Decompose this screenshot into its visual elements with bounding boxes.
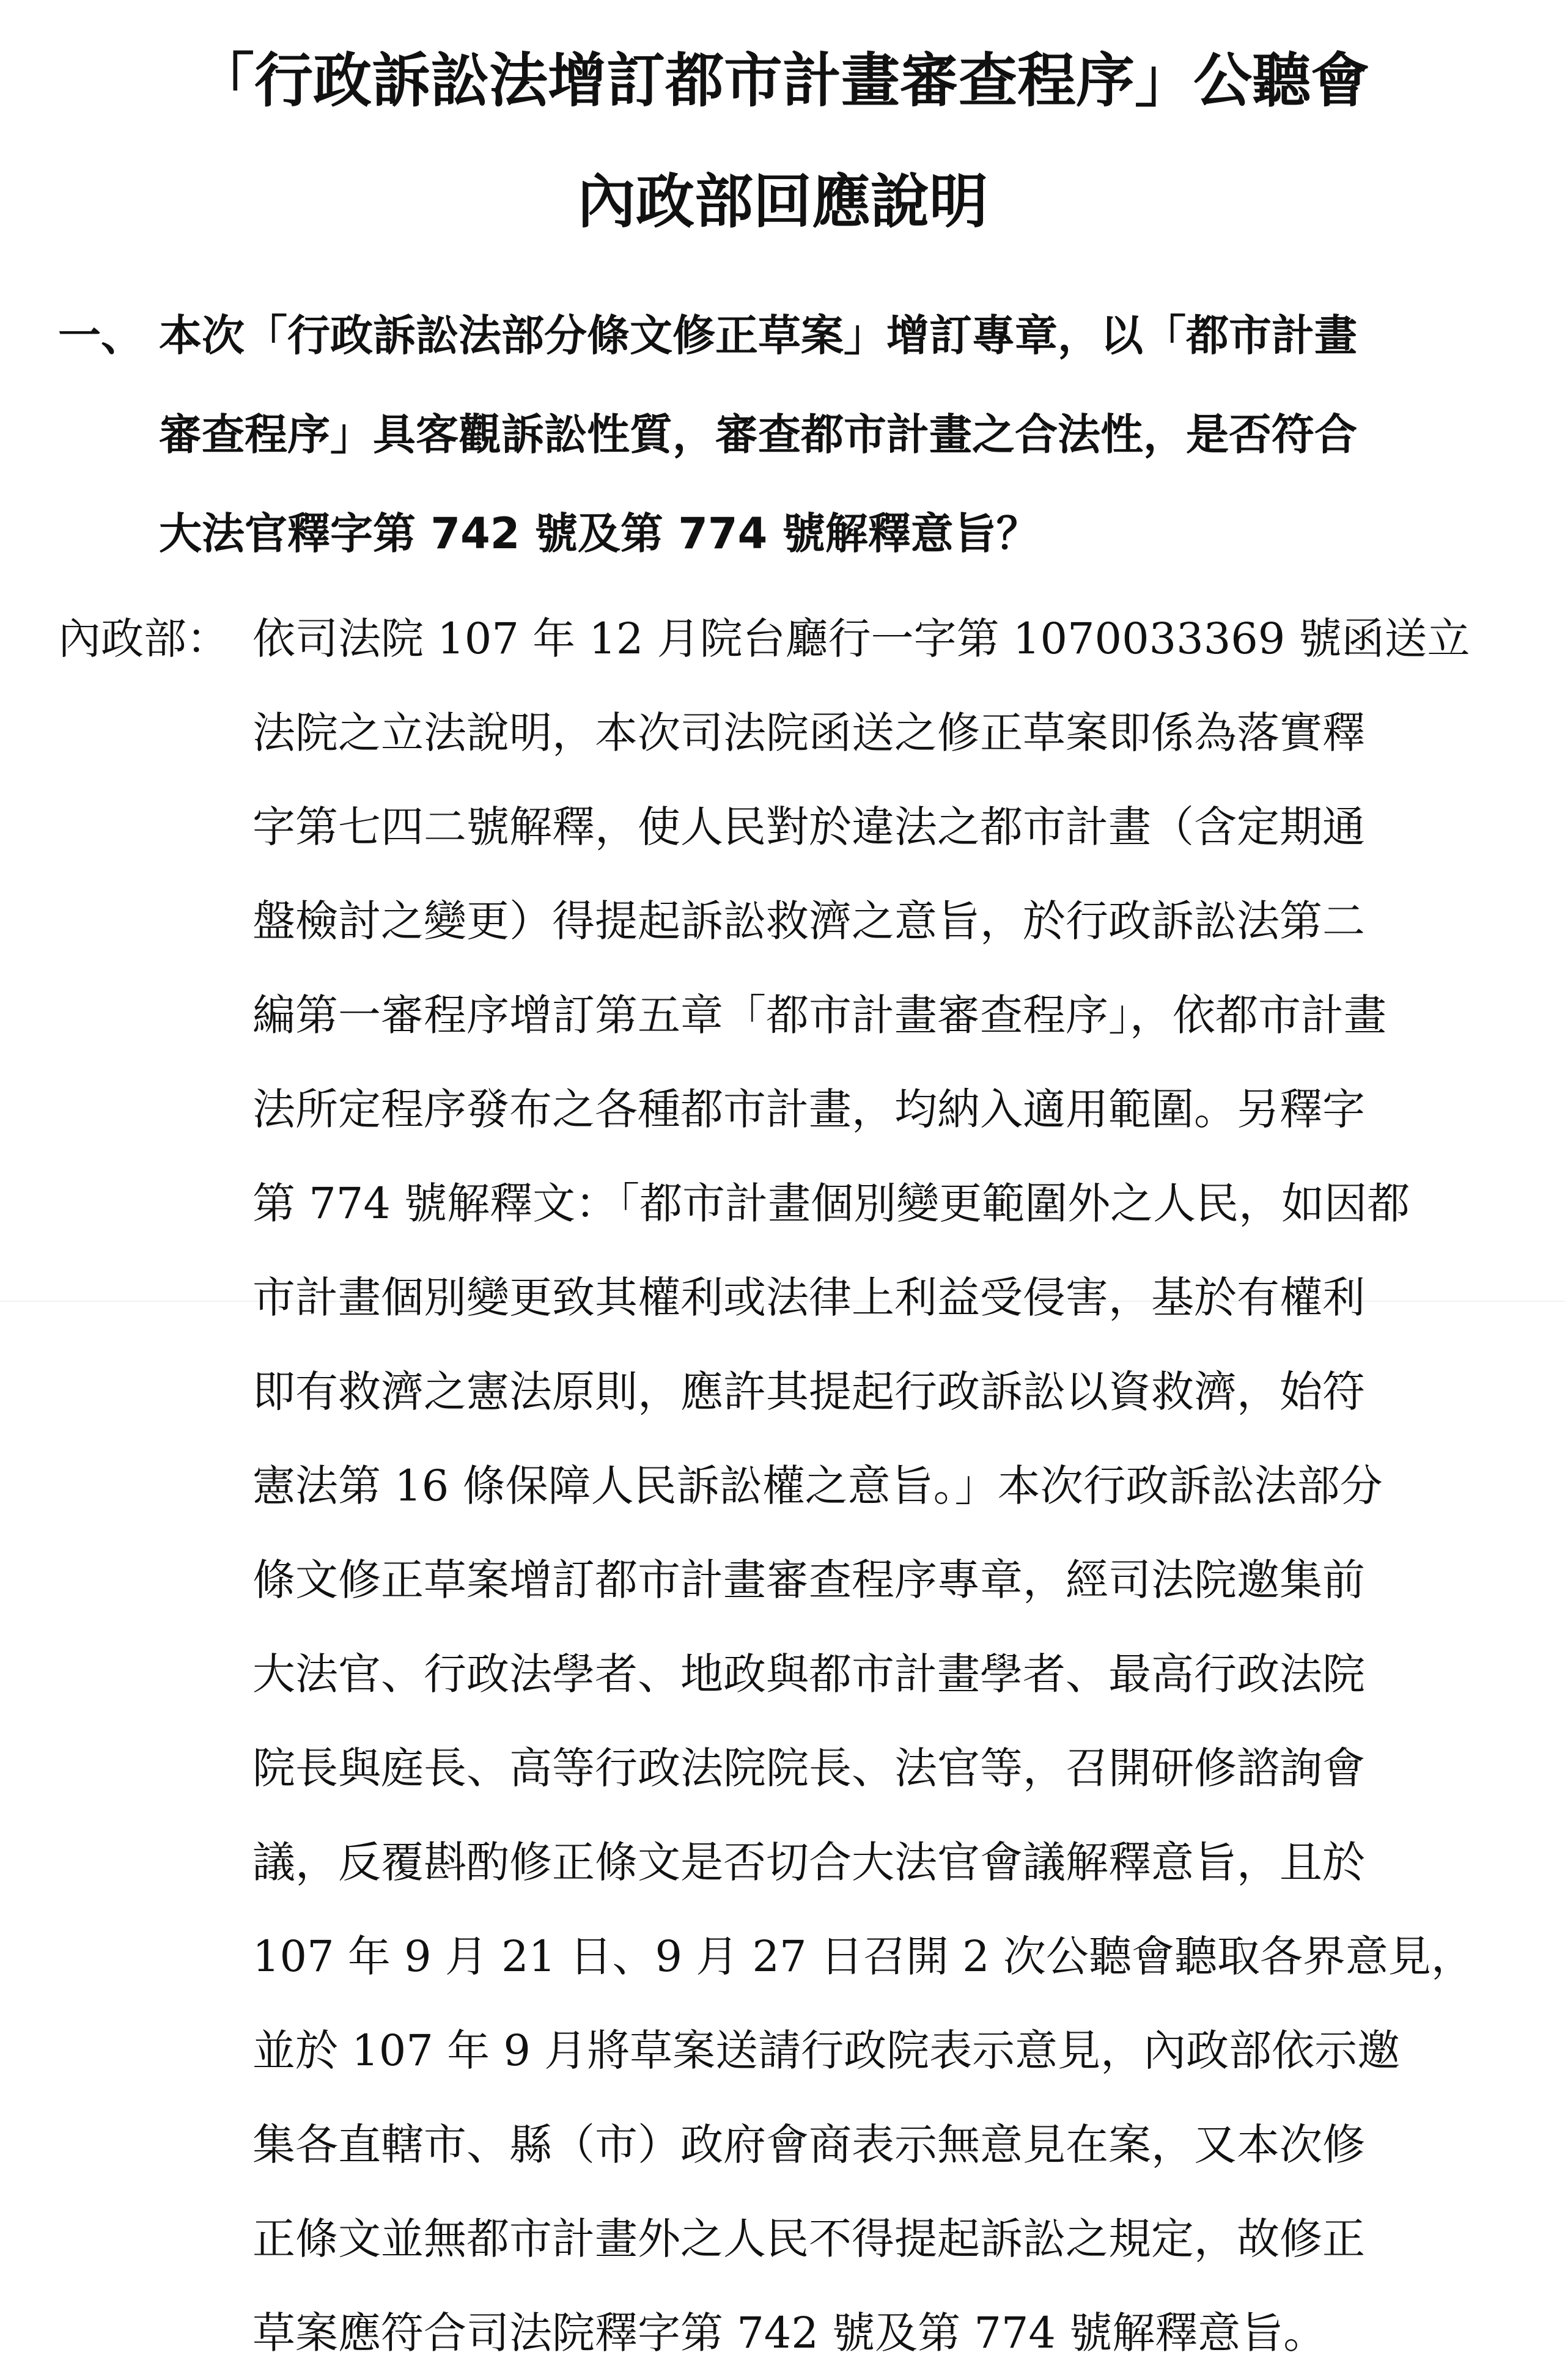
question-line: 大法官釋字第 742 號及第 774 號解釋意旨？ (159, 509, 1039, 559)
answer-line: 字第七四二號解釋，使人民對於違法之都市計畫（含定期通 (252, 802, 1365, 852)
answer-line: 市計畫個別變更致其權利或法律上利益受侵害，基於有權利 (252, 1273, 1365, 1323)
answer-line: 正條文並無都市計畫外之人民不得提起訴訟之規定，故修正 (252, 2214, 1365, 2264)
answer-line: 即有救濟之憲法原則，應許其提起行政訴訟以資救濟，始符 (252, 1367, 1365, 1417)
answer-line: 憲法第 16 條保障人民訴訟權之意旨。」本次行政訴訟法部分 (252, 1461, 1383, 1511)
answer-line: 院長與庭長、高等行政法院院長、法官等，召開研修諮詢會 (252, 1743, 1365, 1793)
answer-line: 並於 107 年 9 月將草案送請行政院表示意見，內政部依示邀 (252, 2026, 1401, 2076)
question-line: 審查程序」具客觀訴訟性質，審查都市計畫之合法性，是否符合 (159, 410, 1357, 460)
answer-line: 編第一審程序增訂第五章「都市計畫審查程序」，依都市計畫 (252, 990, 1386, 1040)
document-subtitle: 內政部回應說明 (577, 167, 988, 236)
question-line: 本次「行政訴訟法部分條文修正草案」增訂專章，以「都市計畫 (159, 310, 1357, 361)
answer-line: 議，反覆斟酌修正條文是否切合大法官會議解釋意旨，且於 (252, 1837, 1365, 1887)
answer-line: 大法官、行政法學者、地政與都市計畫學者、最高行政法院 (252, 1649, 1365, 1699)
answer-line: 依司法院 107 年 12 月院台廳行一字第 1070033369 號函送立 (252, 614, 1470, 664)
answer-line: 法院之立法說明，本次司法院函送之修正草案即係為落實釋 (252, 708, 1365, 758)
answer-line: 草案應符合司法院釋字第 742 號及第 774 號解釋意旨。 (252, 2308, 1327, 2358)
document-title: 「行政訴訟法增訂都市計畫審查程序」公聽會 (196, 46, 1369, 115)
answer-line: 第 774 號解釋文：「都市計畫個別變更範圍外之人民，如因都 (252, 1178, 1410, 1229)
answer-line: 107 年 9 月 21 日、9 月 27 日召開 2 次公聽會聽取各界意見， (252, 1931, 1474, 1981)
answer-line: 集各直轄市、縣（市）政府會商表示無意見在案，又本次修 (252, 2120, 1365, 2170)
question-number: 一、 (58, 310, 144, 361)
answer-line: 條文修正草案增訂都市計畫審查程序專章，經司法院邀集前 (252, 1555, 1365, 1605)
answer-label: 內政部： (58, 614, 229, 664)
answer-line: 盤檢討之變更）得提起訴訟救濟之意旨，於行政訴訟法第二 (252, 896, 1365, 946)
answer-line: 法所定程序發布之各種都市計畫，均納入適用範圍。另釋字 (252, 1084, 1365, 1134)
